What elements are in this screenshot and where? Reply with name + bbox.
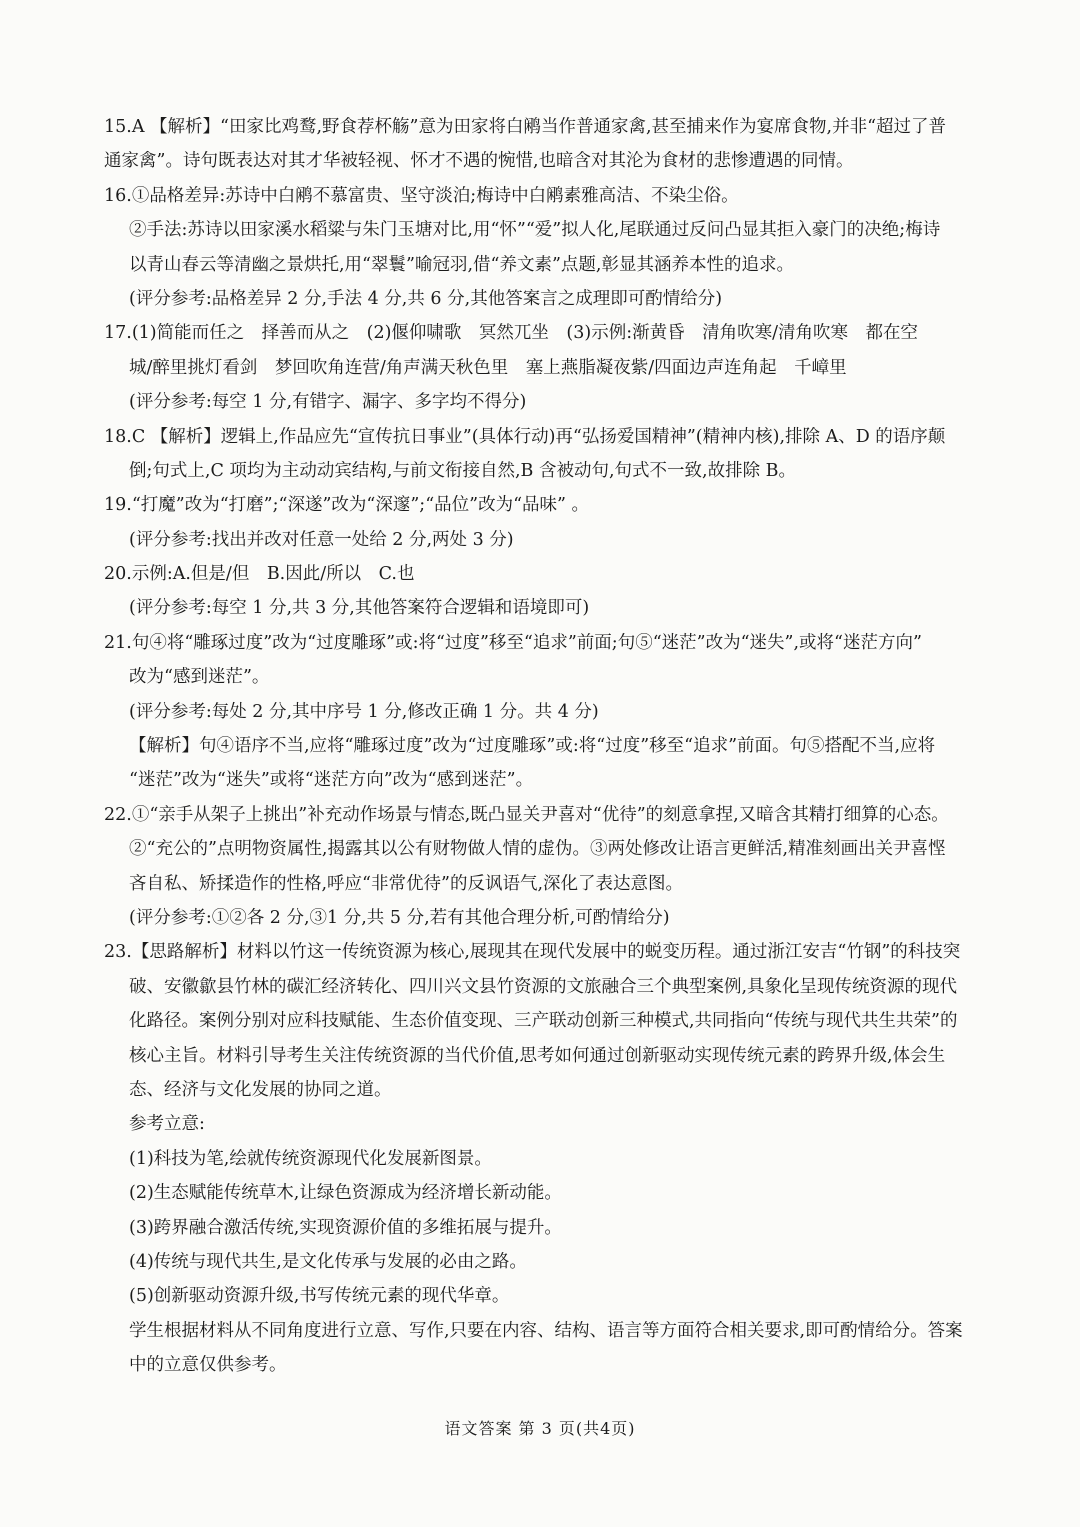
text-line-content: (2)生态赋能传统草木,让绿色资源成为经济增长新动能。 bbox=[129, 1183, 562, 1204]
text-line bbox=[0, 420, 1080, 454]
text-line bbox=[0, 351, 1080, 385]
text-line-content: 中的立意仅供参考。 bbox=[129, 1355, 287, 1376]
text-line-content: 【解析】句④语序不当,应将“雕琢过度”改为“过度雕琢”或:将“过度”移至“追求”前面。句⑤搭配不当,应将 bbox=[129, 736, 936, 757]
page-footer-text: 语文答案 第 3 页(共4页) bbox=[444, 1419, 636, 1438]
text-line-content: (评分参考:每空 1 分,共 3 分,其他答案符合逻辑和语境即可) bbox=[129, 598, 590, 619]
text-line bbox=[0, 763, 1080, 797]
text-line-content: “迷茫”改为“迷失”或将“迷茫方向”改为“感到迷茫”。 bbox=[129, 770, 534, 791]
text-line bbox=[0, 970, 1080, 1004]
text-line-content: (评分参考:每处 2 分,其中序号 1 分,修改正确 1 分。共 4 分) bbox=[129, 701, 599, 722]
text-line bbox=[0, 488, 1080, 522]
text-line bbox=[0, 867, 1080, 901]
text-line-content: (评分参考:品格差异 2 分,手法 4 分,共 6 分,其他答案言之成理即可酌情给分) bbox=[129, 288, 723, 309]
text-line bbox=[0, 1314, 1080, 1348]
text-line-content: 通家禽”。诗句既表达对其才华被轻视、怀才不遇的惋惜,也暗含对其沦为食材的悲惨遭遇的同情。 bbox=[104, 151, 854, 172]
text-line bbox=[0, 385, 1080, 419]
text-line-content: ②“充公的”点明物资属性,揭露其以公有财物做人情的虚伪。③两处修改让语言更鲜活,精准刻画出关尹喜悭 bbox=[129, 839, 946, 860]
text-line bbox=[0, 798, 1080, 832]
page-footer bbox=[0, 1416, 1080, 1439]
text-line bbox=[0, 935, 1080, 969]
text-line bbox=[0, 660, 1080, 694]
text-line-content: (4)传统与现代共生,是文化传承与发展的必由之路。 bbox=[129, 1251, 527, 1272]
text-line-content: ②手法:苏诗以田家溪水稻粱与朱门玉塘对比,用“怀”“爱”拟人化,尾联通过反问凸显其拒入豪门的决绝;梅诗 bbox=[129, 220, 941, 241]
text-line bbox=[0, 179, 1080, 213]
text-line-content: 18.C 【解析】逻辑上,作品应先“宣传抗日事业”(具体行动)再“弘扬爱国精神”(精神内核),排除 A、D 的语序颠 bbox=[104, 426, 946, 447]
text-line bbox=[0, 213, 1080, 247]
text-line bbox=[0, 144, 1080, 178]
text-line-content: 15.A 【解析】“田家比鸡鹜,野食荐杯觞”意为田家将白鹇当作普通家禽,甚至捕来作为宴席食物,并非“超过了普 bbox=[104, 117, 947, 137]
text-line-content: 破、安徽歙县竹林的碳汇经济转化、四川兴文县竹资源的文旅融合三个典型案例,具象化呈现传统资源的现代 bbox=[129, 976, 958, 997]
text-line-content: 学生根据材料从不同角度进行立意、写作,只要在内容、结构、语言等方面符合相关要求,即可酌情给分。答案 bbox=[129, 1320, 963, 1341]
text-line bbox=[0, 1142, 1080, 1176]
text-line-content: 20.示例:A.但是/但 B.因此/所以 C.也 bbox=[104, 564, 415, 585]
text-line bbox=[0, 695, 1080, 729]
text-line-content: (1)科技为笔,绘就传统资源现代化发展新图景。 bbox=[129, 1148, 492, 1169]
text-line-content: 核心主旨。材料引导考生关注传统资源的当代价值,思考如何通过创新驱动实现传统元素的跨界升级,体会生 bbox=[129, 1045, 946, 1066]
text-line bbox=[0, 1107, 1080, 1141]
text-line bbox=[0, 523, 1080, 557]
text-line bbox=[0, 248, 1080, 282]
text-line bbox=[0, 626, 1080, 660]
text-line bbox=[0, 1039, 1080, 1073]
text-line-content: (3)跨界融合激活传统,实现资源价值的多维拓展与提升。 bbox=[129, 1217, 562, 1238]
text-line bbox=[0, 591, 1080, 625]
text-line bbox=[0, 557, 1080, 591]
text-line-content: 改为“感到迷茫”。 bbox=[129, 667, 270, 688]
text-line bbox=[0, 901, 1080, 935]
text-line bbox=[0, 282, 1080, 316]
text-line bbox=[0, 729, 1080, 763]
text-line-content: 化路径。案例分别对应科技赋能、生态价值变现、三产联动创新三种模式,共同指向“传统与现代共生共荣”的 bbox=[129, 1011, 958, 1032]
text-line-content: 态、经济与文化发展的协同之道。 bbox=[129, 1079, 392, 1100]
text-line bbox=[0, 110, 1080, 144]
text-line-content: 22.①“亲手从架子上挑出”补充动作场景与情态,既凸显关尹喜对“优待”的刻意拿捏,又暗含其精打细算的心态。 bbox=[104, 804, 949, 825]
text-line bbox=[0, 1279, 1080, 1313]
text-line bbox=[0, 1073, 1080, 1107]
text-line bbox=[0, 1176, 1080, 1210]
text-line-content: 21.句④将“雕琢过度”改为“过度雕琢”或:将“过度”移至“追求”前面;句⑤“迷茫”改为“迷失”,或将“迷茫方向” bbox=[104, 632, 922, 653]
text-line bbox=[0, 1245, 1080, 1279]
text-line bbox=[0, 832, 1080, 866]
text-line-content: 17.(1)简能而任之 择善而从之 (2)偃仰啸歌 冥然兀坐 (3)示例:渐黄昏 清角吹寒/清角吹寒 都在空 bbox=[104, 323, 918, 344]
text-line-content: (评分参考:①②各 2 分,③1 分,共 5 分,若有其他合理分析,可酌情给分) bbox=[129, 907, 670, 928]
text-line-content: (评分参考:找出并改对任意一处给 2 分,两处 3 分) bbox=[129, 529, 514, 550]
text-line-content: 16.①品格差异:苏诗中白鹇不慕富贵、坚守淡泊;梅诗中白鹇素雅高洁、不染尘俗。 bbox=[104, 185, 739, 206]
text-line bbox=[0, 454, 1080, 488]
text-line-content: (评分参考:每空 1 分,有错字、漏字、多字均不得分) bbox=[129, 392, 527, 413]
text-line-content: 参考立意: bbox=[129, 1114, 205, 1135]
text-line bbox=[0, 316, 1080, 350]
text-line-content: (5)创新驱动资源升级,书写传统元素的现代华章。 bbox=[129, 1286, 510, 1307]
text-line bbox=[0, 1348, 1080, 1382]
text-line-content: 以青山春云等清幽之景烘托,用“翠鬟”喻冠羽,借“养文素”点题,彰显其涵养本性的追求。 bbox=[129, 254, 794, 275]
text-line-content: 23.【思路解析】材料以竹这一传统资源为核心,展现其在现代发展中的蜕变历程。通过浙江安吉“竹钢”的科技突 bbox=[104, 942, 961, 963]
answer-content bbox=[0, 110, 1080, 1382]
text-line-content: 19.“打魔”改为“打磨”;“深遂”改为“深邃”;“品位”改为“品味” 。 bbox=[104, 495, 590, 516]
text-line-content: 城/醉里挑灯看剑 梦回吹角连营/角声满天秋色里 塞上燕脂凝夜紫/四面边声连角起 千嶂里 bbox=[129, 357, 847, 378]
text-line bbox=[0, 1004, 1080, 1038]
text-line bbox=[0, 1211, 1080, 1245]
text-line-content: 倒;句式上,C 项均为主动动宾结构,与前文衔接自然,B 含被动句,句式不一致,故排除 B。 bbox=[129, 460, 797, 481]
text-line-content: 吝自私、矫揉造作的性格,呼应“非常优待”的反讽语气,深化了表达意图。 bbox=[129, 873, 684, 894]
